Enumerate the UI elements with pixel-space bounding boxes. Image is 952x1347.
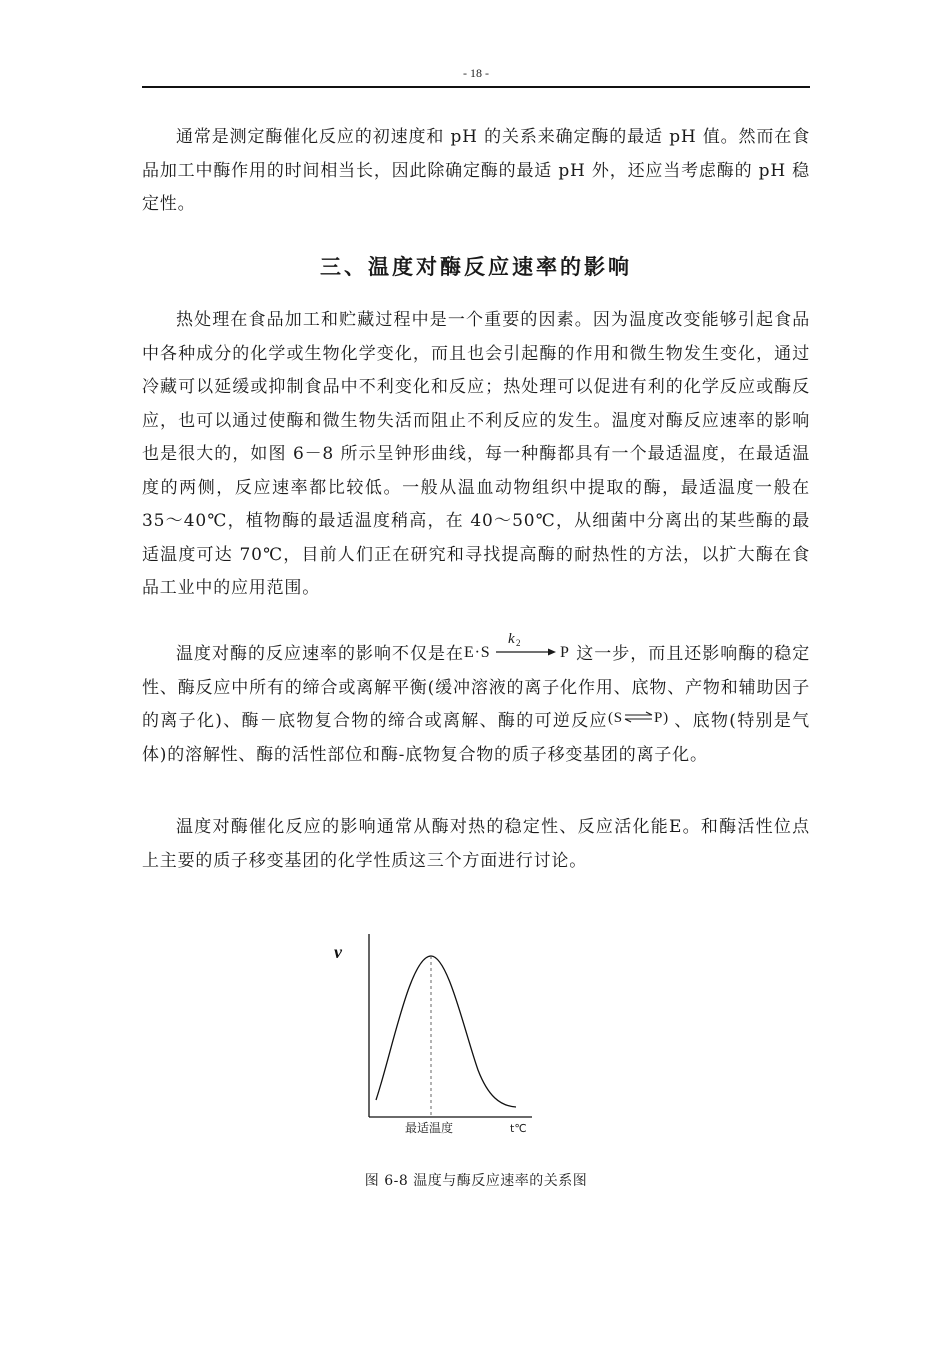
reaction-equation-graphic: [464, 629, 576, 665]
y-axis-label: v: [334, 942, 342, 962]
paragraph-temperature-effects: [142, 631, 810, 772]
reversible-reaction-graphic: [608, 706, 674, 728]
paragraph-heat-treatment: 热处理在食品加工和贮藏过程中是一个重要的因素。因为温度改变能够引起食品中各种成分的化学或生物化学变化，而且也会引起酶的作用和微生物发生变化，通过冷藏可以延缓或抑制食品中不利变化和反应；热处理可以促进有利的化学反应或酶反应，也可以通过使酶和微生物失活而阻止不利反应的发生。温度对酶反应速率的影响也是很大的，如图 6－8 所示呈钟形曲线，每一种酶都具有一个最适温度，在最适温度的两侧，反应速率都比较低。一般从温血动物组织中提取的酶，最适温度一般在 35～40℃，植物酶的最适温度稍高，在 40～50℃，从细菌中分离出的某些酶的最适温度可达 70℃，目前人们正在研究和寻找提高酶的耐热性的方法，以扩大酶在食品工业中的应用范围。: [142, 310, 810, 598]
reversible-reaction: [608, 708, 674, 730]
optimum-temperature-label: 最适温度: [405, 1121, 454, 1135]
paragraph-text-c: 、底物(特别是气体)的溶解性、酶的活性部位和酶-底物复合物的质子移变基团的离子化。: [142, 711, 810, 765]
reversible-right: P): [653, 710, 669, 726]
figure-caption: 图 6-8 温度与酶反应速率的关系图: [364, 1173, 588, 1189]
page-number: - 18 -: [463, 66, 489, 80]
equation-rate-constant-subscript: 2: [516, 638, 522, 648]
bell-curve-graphic: [320, 920, 550, 1140]
header-rule: [142, 86, 810, 88]
reaction-equation: [464, 631, 576, 663]
figure-bell-curve: [320, 920, 550, 1140]
equation-rate-constant: k: [508, 631, 516, 647]
paragraph-ph-stability: 通常是测定酶催化反应的初速度和 pH 的关系来确定酶的最适 pH 值。然而在食品加工中酶作用的时间相当长，因此除确定酶的最适 pH 外，还应当考虑酶的 pH 稳定性。: [142, 127, 810, 214]
equation-right: P: [560, 644, 570, 661]
x-axis-unit-label: t℃: [510, 1122, 527, 1135]
reversible-left: (S: [607, 710, 623, 726]
rate-curve: [376, 956, 516, 1107]
equation-left: E·S: [464, 644, 491, 661]
paragraph-text-b: 这一步，而且还影响酶的稳定性、酶反应中所有的缔合或离解平衡(缓冲溶液的离子化作用、底物、产物和辅助因子的离子化)、酶－底物复合物的缔合或离解、酶的可逆反应: [142, 644, 810, 731]
equation-arrow-head: [548, 649, 556, 656]
paragraph-text-a: 温度对酶的反应速率的影响不仅是在: [176, 644, 464, 664]
paragraph-discussion-aspects: 温度对酶催化反应的影响通常从酶对热的稳定性、反应活化能E。和酶活性位点上主要的质子移变基团的化学性质这三个方面进行讨论。: [142, 817, 810, 871]
section-title: 三、温度对酶反应速率的影响: [320, 254, 632, 279]
